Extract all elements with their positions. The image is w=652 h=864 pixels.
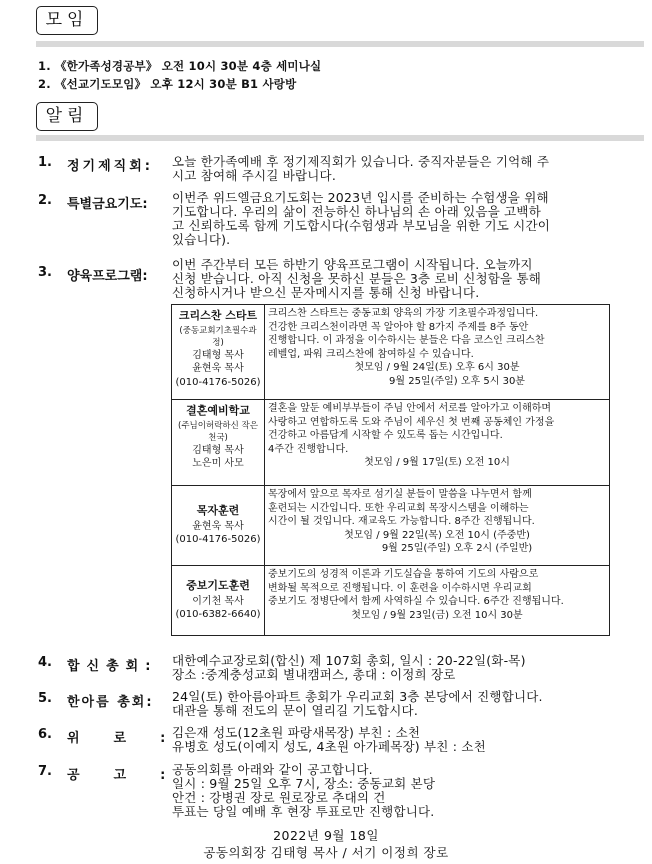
notice-line: 대한예수교장로회(합신) 제 107회 총회, 일시 : 20-22일(화-목): [172, 653, 526, 668]
program-table: [171, 304, 610, 636]
meeting-header-rule: [36, 41, 644, 47]
program-leader: 윤현욱 목사: [192, 520, 244, 532]
program-phone: (010-6382-6640): [175, 609, 261, 621]
notice-line: 일시 : 9월 25일 오후 7시, 장소: 중동교회 본당: [172, 776, 436, 791]
program-phone: (010-4176-5026): [175, 376, 261, 388]
notice-title: 특별금요기도:: [67, 197, 148, 212]
notice-title: 공고:: [67, 768, 200, 783]
notice-header-rule: [36, 135, 644, 141]
notice-line: 대관을 통해 전도의 문이 열리길 기도합시다.: [172, 703, 418, 718]
program-description: [265, 566, 610, 636]
program-desc-line: 결혼을 앞둔 예비부부들이 주님 안에서 서로를 알아가고 이해하며: [268, 403, 552, 414]
notice-line: 시고 참여해 주시길 바랍니다.: [172, 168, 336, 183]
notice-body: [172, 155, 612, 183]
notice-section-title: 알림: [36, 102, 98, 131]
notice-line: 공동의회를 아래와 같이 공고합니다.: [172, 762, 373, 777]
notice-number: 7.: [38, 764, 52, 779]
program-schedule: 첫모임 / 9월 23일(금) 오전 10시 30분: [351, 609, 523, 621]
notice-line: 안건 : 강병권 장로 원로장로 추대의 건: [172, 790, 386, 805]
program-schedule: 첫모임 / 9월 17일(토) 오전 10시: [364, 457, 510, 468]
program-desc-line: 중보기도 정병단에서 함께 사역하실 수 있습니다. 6주간 진행됩니다.: [268, 596, 564, 607]
meeting-item: 1. 《한가족성경공부》 오전 10시 30분 4층 세미나실: [38, 59, 322, 73]
notice-number: 2.: [38, 193, 52, 208]
notice-line: 투표는 당일 예배 후 현장 투표로만 진행합니다.: [172, 804, 435, 819]
program-leader: 김태형 목사: [192, 349, 244, 361]
program-description: [265, 305, 610, 400]
program-info: [172, 566, 265, 636]
program-desc-line: 진행합니다. 이 과정을 이수하시는 분들은 다음 코스인 크리스찬: [268, 335, 545, 346]
program-desc-line: 시간이 될 것입니다. 재교육도 가능합니다. 8주간 진행됩니다.: [268, 516, 535, 527]
notice-line: 신청하시거나 받으신 문자메시지를 통해 신청 바랍니다.: [172, 285, 480, 300]
notice-line: 신청 받습니다. 아직 신청을 못하신 분들은 3층 로비 신청함을 통해: [172, 271, 542, 286]
notice-body: [172, 726, 612, 754]
notice-title: 정기제직회:: [67, 159, 153, 174]
program-leader: 노은미 사모: [192, 458, 244, 469]
notice-number: 3.: [38, 265, 52, 280]
program-row: [172, 305, 610, 400]
program-desc-line: 4주간 진행합니다.: [268, 443, 349, 455]
program-leader: 이기천 목사: [192, 595, 244, 607]
program-row: [172, 400, 610, 486]
notice-title: 한아름 총회:: [67, 695, 154, 710]
program-name: 크리스찬 스타트: [178, 309, 258, 322]
program-subtitle: (중동교회기초필수과정): [179, 325, 257, 348]
program-subtitle: (주님이허락하신 작은천국): [178, 420, 258, 443]
notice-line: 이번주 위드엘금요기도회는 2023년 입시를 준비하는 수험생을 위해: [172, 190, 549, 205]
notice-number: 5.: [38, 691, 52, 706]
notice-line: 김은재 성도(12초원 파랑새목장) 부친 : 소천: [172, 725, 421, 740]
notice-line: 유병호 성도(이예지 성도, 4초원 아가페목장) 부친 : 소천: [172, 739, 486, 754]
program-leader: 김태형 목사: [192, 444, 244, 456]
program-schedule: 첫모임 / 9월 22일(목) 오전 10시 (주중반): [344, 529, 530, 541]
notice-line: 장소 :중계충성교회 별내캠퍼스, 총대 : 이정희 장로: [172, 667, 456, 682]
program-desc-line: 사랑하고 연합하도록 도와 주님이 세우신 첫 번째 공동체인 가정을: [268, 416, 555, 428]
program-row: [172, 486, 610, 566]
program-desc-line: 레벨업, 파워 크리스찬에 참여하실 수 있습니다.: [268, 348, 474, 360]
notice-line: 기도합니다. 우리의 삶이 전능하신 하나님의 손 아래 있음을 고백하: [172, 204, 541, 219]
program-desc-line: 중보기도의 성경적 이론과 기도실습을 통하여 기도의 사람으로: [268, 569, 539, 580]
notice-line: 고 신뢰하도록 함께 기도합시다(수험생과 부모님을 위한 기도 시간이: [172, 218, 550, 233]
program-desc-line: 건강하고 아름답게 시작할 수 있도록 돕는 시간입니다.: [268, 430, 503, 441]
meeting-section-title: 모임: [36, 6, 98, 35]
notice-body: [172, 258, 612, 300]
notice-line: 이번 주간부터 모든 하반기 양육프로그램이 시작됩니다. 오늘까지: [172, 257, 533, 272]
program-phone: (010-4176-5026): [175, 534, 261, 546]
program-name: 목자훈련: [196, 504, 240, 518]
notice-body: [172, 654, 612, 682]
notice-line: 있습니다).: [172, 232, 231, 247]
program-desc-line: 훈련되는 시간입니다. 또한 우리교회 목장시스템을 이해하는: [268, 502, 529, 514]
notice-number: 1.: [38, 155, 52, 170]
notice-line: 오늘 한가족예배 후 정기제직회가 있습니다. 중직자분들은 기억해 주: [172, 154, 550, 169]
meeting-item: 2. 《선교기도모임》 오후 12시 30분 B1 사랑방: [38, 77, 297, 91]
footer-signers: 공동의회장 김태형 목사 / 서기 이정희 장로: [203, 845, 449, 860]
program-row: [172, 566, 610, 636]
program-desc-line: 건강한 크리스천이라면 꼭 알아야 할 8가지 주제를 8주 동안: [268, 321, 529, 333]
program-schedule: 9월 25일(주일) 오후 2시 (주일반): [381, 543, 533, 554]
program-desc-line: 크리스찬 스타트는 중동교회 양육의 가장 기초필수과정입니다.: [268, 308, 539, 319]
notice-body: [172, 191, 612, 247]
program-info: [172, 305, 265, 400]
notice-body: [172, 690, 612, 718]
program-leader: 윤현욱 목사: [192, 363, 244, 374]
program-schedule: 첫모임 / 9월 24일(토) 오후 6시 30분: [354, 362, 520, 373]
notice-body: [172, 763, 612, 819]
program-info: [172, 486, 265, 566]
program-description: [265, 400, 610, 486]
program-info: [172, 400, 265, 486]
program-schedule: 9월 25일(주일) 오후 5시 30분: [389, 375, 525, 387]
notice-title: 합신총회:: [67, 659, 158, 674]
notice-line: 24일(토) 한아름아파트 총회가 우리교회 3층 본당에서 진행합니다.: [172, 689, 543, 704]
footer-date: 2022년 9월 18일: [273, 828, 379, 843]
notice-number: 4.: [38, 655, 52, 670]
program-desc-line: 변화될 목적으로 진행됩니다. 이 훈련을 이수하시면 우리교회: [268, 582, 532, 594]
program-name: 결혼예비학교: [186, 404, 250, 417]
program-desc-line: 목장에서 앞으로 목자로 섬기실 분들이 말씀을 나누면서 함께: [268, 489, 532, 500]
program-name: 중보기도훈련: [186, 579, 250, 593]
notice-title: 위로:: [67, 731, 200, 746]
program-description: [265, 486, 610, 566]
notice-title: 양육프로그램:: [67, 269, 148, 284]
notice-number: 6.: [38, 727, 52, 742]
